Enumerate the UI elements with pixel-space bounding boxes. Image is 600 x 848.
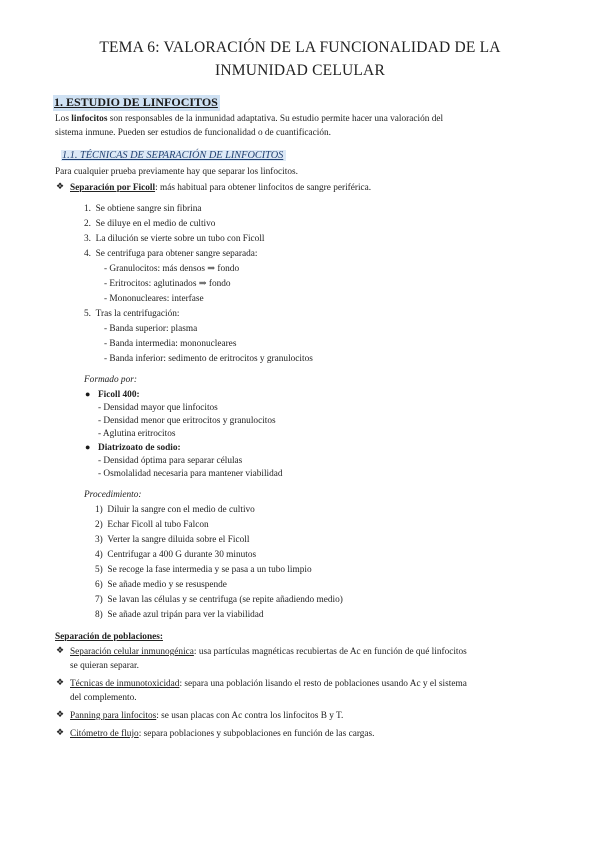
procedure-step: 4) Centrifugar a 400 G durante 30 minutos (95, 550, 257, 560)
title-line-2: INMUNIDAD CELULAR (214, 62, 385, 79)
round-bullet-icon: ● (85, 442, 91, 452)
list-item: - Aglutina eritrocitos (98, 429, 176, 439)
intro-rest: son responsables de la inmunidad adaptativa. Su estudio permite hacer una valoración del (109, 114, 444, 124)
list-item: 1. Se obtiene sangre sin fibrina (84, 204, 202, 214)
intro-line-2: sistema inmune. Pueden ser estudios de funcionalidad o de cuantificación. (55, 128, 331, 138)
list-item: - Densidad óptima para separar células (98, 456, 243, 466)
population-label: Separación celular inmunogénica (70, 647, 194, 657)
intro-paragraph (55, 112, 543, 140)
intro-pre: Los (55, 114, 69, 124)
procedure-step: 7) Se lavan las células y se centrifuga (se repite añadiendo medio) (95, 595, 343, 605)
population-label: Citómetro de flujo (70, 729, 139, 739)
list-item: - Banda inferior: sedimento de eritrocitos y granulocitos (104, 354, 313, 364)
procedure-step: 8) Se añade azul tripán para ver la viabilidad (95, 610, 264, 620)
procedure-label: Procedimiento: (84, 490, 142, 500)
list-item: 3. La dilución se vierte sobre un tubo con Ficoll (84, 234, 265, 244)
population-item: Separación celular inmunogénica: usa partículas magnéticas recubiertas de Ac en función de qué linfocitos (70, 647, 467, 657)
diamond-bullet-icon: ❖ (56, 727, 65, 737)
ficoll-item (70, 181, 371, 195)
procedure-step: 2) Echar Ficoll al tubo Falcon (95, 520, 209, 530)
list-item: - Banda intermedia: mononucleares (104, 339, 237, 349)
population-item-cont: se quieran separar. (70, 661, 139, 671)
procedure-step: 5) Se recoge la fase intermedia y se pasa a un tubo limpio (95, 565, 312, 575)
ficoll-label: Separación por Ficoll (70, 183, 156, 193)
list-item: 2. Se diluye en el medio de cultivo (84, 219, 216, 229)
component-name: Diatrizoato de sodio: (98, 443, 181, 453)
ficoll-desc: : más habitual para obtener linfocitos de sangre periférica. (155, 183, 372, 193)
procedure-step: 1) Diluir la sangre con el medio de cultivo (95, 505, 255, 515)
list-item: - Osmolalidad necesaria para mantener viabilidad (98, 469, 283, 479)
component-name: Ficoll 400: (98, 390, 140, 400)
page-title (40, 36, 560, 82)
list-item: - Densidad menor que eritrocitos y granulocitos (98, 416, 276, 426)
diamond-bullet-icon: ❖ (56, 709, 65, 719)
population-label: Panning para linfocitos (70, 711, 157, 721)
diamond-bullet-icon: ❖ (56, 181, 65, 191)
intro-bold-term: linfocitos (71, 114, 108, 124)
list-item: - Granulocitos: más densos ⇒ fondo (104, 264, 240, 274)
population-item-cont: del complemento. (70, 693, 137, 703)
subsection-intro: Para cualquier prueba previamente hay que separar los linfocitos. (55, 167, 298, 177)
diamond-bullet-icon: ❖ (56, 677, 65, 687)
diamond-bullet-icon: ❖ (56, 645, 65, 655)
list-item: - Mononucleares: interfase (104, 294, 204, 304)
populations-heading: Separación de poblaciones: (55, 632, 163, 642)
list-item: 5. Tras la centrifugación: (84, 309, 180, 319)
section-heading: 1. ESTUDIO DE LINFOCITOS (54, 95, 218, 109)
list-item: - Densidad mayor que linfocitos (98, 403, 218, 413)
formed-by-label: Formado por: (84, 375, 137, 385)
procedure-step: 3) Verter la sangre diluida sobre el Ficoll (95, 535, 250, 545)
procedure-step: 6) Se añade medio y se resuspende (95, 580, 227, 590)
population-item: Técnicas de inmunotoxicidad: separa una población lisando el resto de poblaciones usando Ac y el sistema (70, 679, 467, 689)
subsection-heading: 1.1. TÉCNICAS DE SEPARACIÓN DE LINFOCITOS (61, 150, 286, 161)
population-item: Citómetro de flujo: separa poblaciones y subpoblaciones en función de las cargas. (70, 729, 375, 739)
population-item: Panning para linfocitos: se usan placas con Ac contra los linfocitos B y T. (70, 711, 344, 721)
list-item: 4. Se centrifuga para obtener sangre separada: (84, 249, 258, 259)
title-line-1: TEMA 6: VALORACIÓN DE LA FUNCIONALIDAD DE LA (99, 39, 501, 56)
round-bullet-icon: ● (85, 389, 91, 399)
list-item: - Banda superior: plasma (104, 324, 198, 334)
list-item: - Eritrocitos: aglutinados ⇒ fondo (104, 279, 231, 289)
population-label: Técnicas de inmunotoxicidad (70, 679, 180, 689)
